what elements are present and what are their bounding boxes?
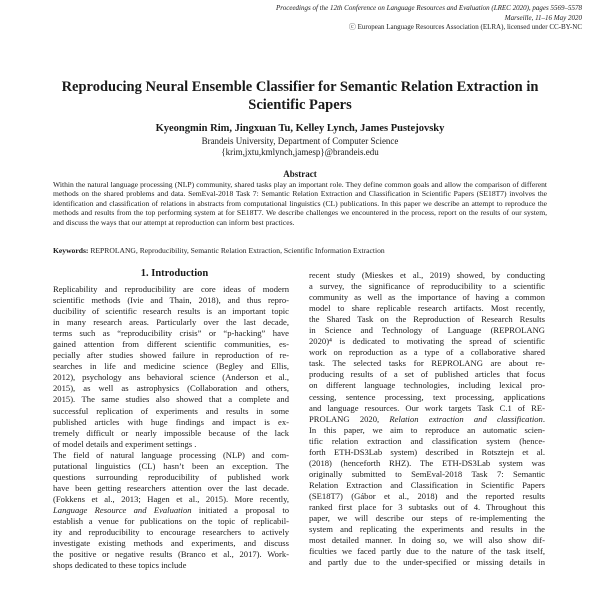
body-text-line: gained attention from different scientific communities, es- — [53, 339, 289, 350]
body-text-line: originally submitted to SemEval-2018 Task 7: Semantic — [309, 468, 545, 479]
body-text-line: questions surrounding reproducibility of published work — [53, 471, 289, 482]
body-text-line: cessing, sentence processing, text processing, applications — [309, 391, 545, 402]
body-text-line: 2020)⁴ is dedicated to motivating the spread of scientific — [309, 336, 545, 347]
body-text-line: establish a venue for publications on the topic of replicabil- — [53, 515, 289, 526]
body-text-line: 2015). The same studies also showed that a complete and — [53, 394, 289, 405]
body-text-line: of model details and experiment settings . — [53, 438, 197, 449]
body-text-line: work on reproduction as a type of a collaborative shared — [309, 347, 545, 358]
body-text-line: producing results of a set of published articles that focus — [309, 369, 545, 380]
body-text-line: model to share replicable research artifacts. Most recently, — [309, 303, 545, 314]
body-text-line: most detailed manner. In doing so, we will also show dif- — [309, 535, 545, 546]
body-text-line: recent study (Mieskes et al., 2019) showed, by conducting — [309, 270, 545, 280]
body-text-line: Replicability and reproducibility are core ideas of modern — [53, 284, 289, 294]
body-text-line: and language resources. Our work targets Task C.1 of RE- — [309, 402, 545, 413]
body-text-line: the positive or negative results (Branco et al., 2017). Work- — [53, 549, 289, 560]
body-text-line: (Fokkens et al., 2013; Hagen et al., 2015). More recently, — [53, 493, 289, 504]
author-list: Kyeongmin Rim, Jingxuan Tu, Kelley Lynch, James Pustejovsky — [155, 123, 445, 134]
body-text-line: published articles with huge findings and impact is ex- — [53, 416, 289, 427]
title-line: Scientific Papers — [248, 97, 352, 113]
body-text-line: and partly due to the under-specified or missing details in — [309, 557, 545, 568]
body-text-line: ficulties we faced partly due to the nature of the task itself, — [309, 546, 545, 557]
body-text-line: ity and reproducibility to encourage researchers to actively — [53, 527, 289, 538]
affiliation-block — [40, 136, 560, 158]
body-text-line: forth ETH-DS3Lab system) described in Rotsztejn et al. — [309, 446, 545, 457]
venue-line: Proceedings of the 12th Conference on Language Resources and Evaluation (LREC 2020), pages 5569–5578 — [275, 4, 582, 12]
body-text-line: searches in life and medicine science (Begley and Ellis, — [53, 361, 289, 372]
left-column-text — [53, 284, 289, 571]
body-text-line: Relation Extraction and Classification in Scientific Papers — [309, 479, 545, 490]
body-text-line: community as well as the importance of having a common — [309, 292, 545, 303]
author-email: {krim,jxtu,kmlynch,jamesp}@brandeis.edu — [221, 147, 379, 157]
body-text-line: tremely difficult or nearly impossible because of the lack — [53, 427, 289, 438]
body-text-line: a survey, the significance of reproducibility to a scientific — [309, 281, 545, 292]
body-text-line: scientific methods (Ivie and Thain, 2018), and thus repro- — [53, 295, 289, 306]
body-text-line: (SE18T7) (Gábor et al., 2018) and the reported results — [309, 490, 545, 501]
body-text-line: In this paper, we aim to reproduce an automatic scien- — [309, 424, 545, 435]
body-text-line: 2015), as well as astrophysics (Collaboration and others, — [53, 383, 289, 394]
body-text-line: shops dedicated to these topics include — [53, 560, 187, 571]
abstract-heading: Abstract — [283, 169, 317, 179]
body-text-line: 2012), psychology ans behavioral science (Anderson et al., — [53, 372, 289, 383]
body-text-line: system and replicating the experiments and results in the — [309, 524, 545, 535]
right-column-text — [309, 270, 545, 568]
body-text-line: pecially after studies showed failure in reproduction of re- — [53, 350, 289, 361]
body-text-line: on different language technologies, including lexical pro- — [309, 380, 545, 391]
venue-header — [162, 4, 582, 33]
section-heading-introduction: 1. Introduction — [140, 268, 209, 279]
body-text-line: ranked first place for 3 subtasks out of 4. Throughout this — [309, 501, 545, 512]
body-text-line: the Shared Task on the Reproduction of Research Results — [309, 314, 545, 325]
body-text-line: in Science and Technology of Language (REPROLANG — [309, 325, 545, 336]
body-text-line: tific relation extraction and classification system (hence- — [309, 435, 545, 446]
body-text-line: putational linguistics (CL) hasn’t been an exception. The — [53, 460, 289, 471]
body-text-line: have been getting researchers attention over the last decade. — [53, 482, 289, 493]
paper-title — [40, 78, 560, 114]
keywords-text: REPROLANG, Reproducibility, Semantic Relation Extraction, Scientific Information Extraction — [90, 246, 385, 255]
body-text-line: ducibility of scientific research results is an important topic — [53, 306, 289, 317]
body-text-line: successful replication of experiments and results in some — [53, 405, 289, 416]
license-line: ⓒ European Language Resources Association (ELRA), licensed under CC-BY-NC — [348, 23, 582, 31]
keywords-line — [53, 246, 547, 255]
keywords-label: Keywords: — [53, 246, 89, 255]
body-text-line: task. The selected tasks for REPROLANG are about re- — [309, 358, 545, 369]
body-text-line: investigate existing methods and experiments, and discuss — [53, 538, 289, 549]
body-text-line: (2018) (henceforth RHZ). The ETH-DS3Lab system was — [309, 457, 545, 468]
body-text-line: Language Resource and Evaluation initiated a proposal to — [53, 504, 290, 515]
body-text-line: PROLANG 2020, Relation extraction and classification. — [309, 413, 546, 424]
affiliation: Brandeis University, Department of Computer Science — [201, 136, 399, 146]
title-line: Reproducing Neural Ensemble Classifier for Semantic Relation Extraction in — [61, 79, 539, 95]
body-text-line: paper, we will describe our steps of re-implementing the — [309, 513, 545, 524]
body-text-line: The field of natural language processing (NLP) and com- — [53, 449, 289, 460]
body-text-line: terms such as “reproducibility crisis” or “p-hacking” have — [53, 328, 289, 339]
abstract-text: Within the natural language processing (NLP) community, shared tasks play an important role. They define common goals and allow the comparison of different methods on the shared problems and data. SemEval-2018 Task 7: Semantic Relation Extraction and Classification in Scientific Papers (SE18T7) involves the identification and classification of relations in abstracts from computational linguistics (CL) publications. In this paper we describe an attempt to reproduce the methods and results from the top performing system at for SE18T7. We describe challenges we encountered in the process, report on the results of our system, and discuss the ways that our attempt at reproduction can inform best practices. — [53, 180, 547, 227]
venue-line: Marseille, 11–16 May 2020 — [504, 13, 582, 22]
body-text-line: in many research areas. Particularly over the last decade, — [53, 317, 289, 328]
